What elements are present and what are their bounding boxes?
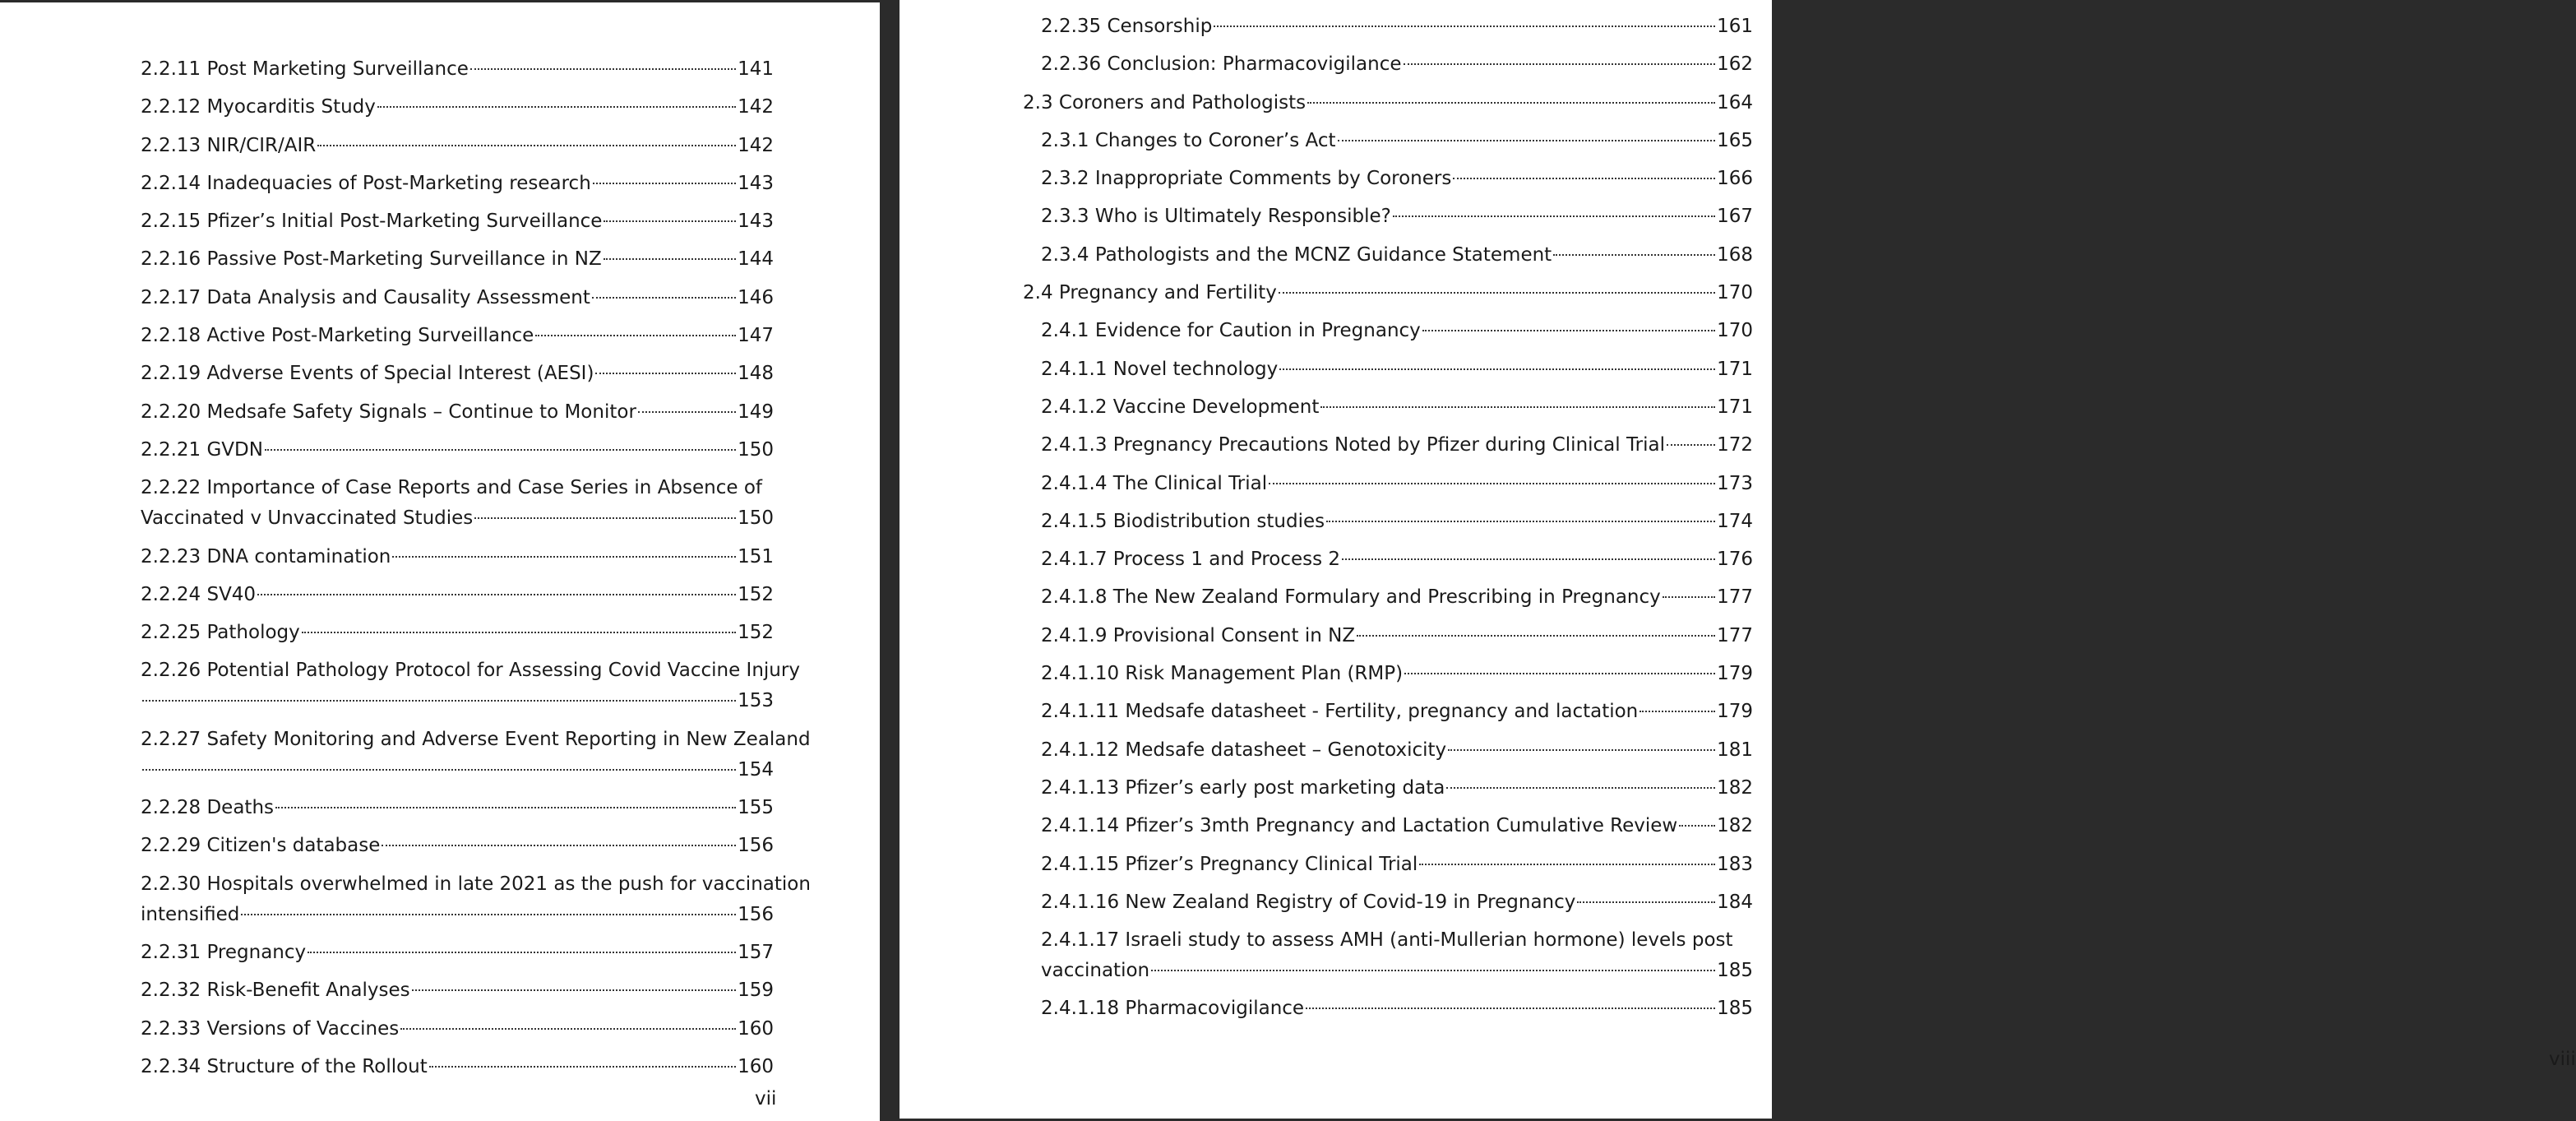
dot-leader — [1419, 864, 1715, 865]
toc-entry-title: intensified — [141, 903, 240, 925]
toc-entry-page: 177 — [1717, 624, 1753, 646]
toc-entry[interactable] — [1023, 544, 1753, 575]
toc-entry-title: 2.2.36 Conclusion: Pharmacovigilance — [1041, 53, 1402, 76]
toc-entry-row — [1041, 659, 1753, 689]
toc-entry[interactable] — [141, 359, 774, 389]
dot-leader — [470, 68, 736, 70]
toc-entry-row — [141, 831, 774, 861]
toc-entry-row — [141, 206, 774, 237]
toc-entry-row — [1041, 164, 1753, 194]
dot-leader — [1663, 596, 1715, 598]
dot-leader — [1393, 215, 1715, 217]
toc-entry-row — [1041, 735, 1753, 766]
dot-leader — [1151, 970, 1715, 971]
dot-leader — [1342, 558, 1715, 560]
toc-entry-page: 146 — [738, 286, 774, 308]
toc-entry[interactable] — [141, 725, 811, 785]
toc-entry-row — [141, 938, 774, 968]
toc-entry[interactable] — [1023, 887, 1753, 918]
dot-leader — [595, 373, 736, 374]
toc-entry-title: 2.2.35 Censorship — [1041, 16, 1213, 37]
toc-entry-title-line1: 2.4.1.17 Israeli study to assess AMH (anti-Mullerian hormone) levels post — [1041, 929, 1733, 952]
toc-entry[interactable] — [1023, 697, 1753, 727]
toc-entry-page: 176 — [1717, 549, 1753, 571]
toc-entry-title: 2.4.1.5 Biodistribution studies — [1041, 510, 1325, 532]
toc-entry-row — [141, 92, 774, 123]
toc-entry[interactable] — [1023, 316, 1753, 346]
toc-entry-title: 2.4.1.13 Pfizer’s early post marketing data — [1041, 776, 1445, 799]
toc-entry[interactable] — [141, 542, 774, 572]
toc-entry[interactable] — [1023, 278, 1753, 308]
toc-entry-title: vaccination — [1041, 960, 1150, 982]
toc-entry-title: 2.2.18 Active Post-Marketing Surveillance — [141, 325, 534, 347]
toc-entry-row — [1041, 49, 1753, 80]
toc-entry[interactable] — [1023, 850, 1753, 880]
toc-entry-page: 152 — [738, 583, 774, 605]
dot-leader — [142, 769, 736, 771]
dot-leader — [1639, 711, 1715, 712]
toc-entry[interactable] — [141, 131, 774, 161]
toc-entry-page: 168 — [1717, 243, 1753, 266]
toc-entry[interactable] — [1023, 469, 1753, 499]
toc-entry-page: 152 — [738, 622, 774, 644]
page-viii — [900, 0, 2576, 1119]
toc-entry[interactable] — [1023, 925, 1753, 986]
toc-entry[interactable] — [1023, 994, 1753, 1024]
toc-entry-row — [1041, 544, 1753, 575]
table-of-contents — [141, 54, 811, 1090]
toc-entry-title: 2.4.1.18 Pharmacovigilance — [1041, 998, 1305, 1020]
toc-entry[interactable] — [141, 938, 774, 968]
dot-leader — [429, 1066, 736, 1068]
toc-entry-page: 143 — [738, 172, 774, 194]
page-vii — [0, 2, 880, 1121]
toc-entry-title: 2.2.13 NIR/CIR/AIR — [141, 134, 317, 156]
toc-entry-title: 2.2.17 Data Analysis and Causality Assessment — [141, 286, 590, 308]
toc-entry-row — [141, 244, 774, 275]
toc-entry-page: 155 — [738, 797, 774, 819]
dot-leader — [275, 807, 736, 808]
toc-entry-page: 153 — [738, 690, 774, 712]
toc-entry-row — [141, 359, 774, 389]
toc-entry-page: 185 — [1717, 960, 1753, 982]
toc-entry-row — [1041, 240, 1753, 271]
toc-entry-title: 2.2.28 Deaths — [141, 797, 274, 819]
toc-entry-page: 142 — [738, 134, 774, 156]
toc-entry-row — [1041, 507, 1753, 537]
toc-entry-page: 156 — [738, 835, 774, 857]
toc-entry-row — [141, 618, 774, 648]
toc-entry-row — [1041, 994, 1753, 1024]
dot-leader — [1422, 330, 1715, 331]
dot-leader — [257, 594, 736, 595]
toc-entry-row — [1023, 278, 1753, 308]
toc-entry-row — [141, 54, 774, 85]
toc-entry-row — [141, 435, 774, 466]
toc-entry-title: 2.4.1.10 Risk Management Plan (RMP) — [1041, 663, 1404, 685]
table-of-contents — [1023, 12, 1753, 1032]
toc-entry-row — [141, 1014, 774, 1045]
toc-entry[interactable] — [141, 655, 800, 716]
dot-leader — [593, 183, 736, 184]
toc-entry-title-line1: 2.2.30 Hospitals overwhelmed in late 2021 as the push for vaccination — [141, 873, 811, 895]
toc-entry[interactable] — [141, 206, 774, 237]
dot-leader — [1306, 1008, 1715, 1009]
dot-leader — [308, 952, 736, 953]
dot-leader — [241, 914, 736, 915]
toc-entry-title: 2.4.1.11 Medsafe datasheet - Fertility, pregnancy and lactation — [1041, 701, 1639, 723]
dot-leader — [1446, 787, 1715, 789]
toc-entry-title: 2.4.1.8 The New Zealand Formulary and Prescribing in Pregnancy — [1041, 586, 1661, 609]
toc-entry-page: 182 — [1717, 815, 1753, 837]
toc-entry[interactable] — [1023, 735, 1753, 766]
toc-entry-page: 171 — [1717, 396, 1753, 418]
dot-leader — [604, 220, 736, 222]
dot-leader — [265, 449, 736, 451]
toc-entry-row — [1041, 12, 1753, 42]
toc-entry[interactable] — [141, 1052, 774, 1082]
toc-entry-page: 159 — [738, 980, 774, 1002]
toc-entry-row — [1041, 773, 1753, 804]
toc-entry-row — [1041, 392, 1753, 423]
toc-entry-title: 2.2.31 Pregnancy — [141, 941, 307, 963]
toc-entry-title: 2.4.1.4 The Clinical Trial — [1041, 472, 1268, 494]
toc-entry-row — [1041, 354, 1753, 385]
toc-entry-page: 148 — [738, 363, 774, 385]
toc-entry[interactable] — [141, 793, 774, 823]
toc-entry-title: 2.2.20 Medsafe Safety Signals – Continue to Monitor — [141, 401, 636, 423]
toc-entry-title: 2.4.1.14 Pfizer’s 3mth Pregnancy and Lactation Cumulative Review — [1041, 815, 1678, 837]
toc-entry-title: 2.2.21 GVDN — [141, 438, 263, 461]
toc-entry-row — [1023, 88, 1753, 118]
toc-entry-row — [141, 503, 774, 534]
toc-entry-title: 2.3.2 Inappropriate Comments by Coroners — [1041, 168, 1452, 190]
toc-entry-title: Vaccinated v Unvaccinated Studies — [141, 507, 474, 530]
toc-entry-page: 172 — [1717, 434, 1753, 456]
toc-entry-title-line1: 2.2.22 Importance of Case Reports and Case Series in Absence of — [141, 477, 763, 499]
toc-entry-title: 2.4 Pregnancy and Fertility — [1023, 282, 1277, 304]
toc-entry[interactable] — [1023, 773, 1753, 804]
dot-leader — [638, 411, 736, 413]
dot-leader — [1453, 178, 1715, 179]
toc-entry[interactable] — [1023, 392, 1753, 423]
dot-leader — [1667, 444, 1715, 446]
toc-entry[interactable] — [141, 244, 774, 275]
toc-entry[interactable] — [1023, 659, 1753, 689]
toc-entry-page: 183 — [1717, 853, 1753, 875]
toc-entry[interactable] — [1023, 621, 1753, 651]
toc-entry-title: 2.2.32 Risk-Benefit Analyses — [141, 980, 410, 1002]
dot-leader — [1326, 521, 1715, 522]
toc-entry[interactable] — [1023, 811, 1753, 841]
dot-leader — [1577, 901, 1715, 903]
toc-entry-page: 151 — [738, 545, 774, 567]
toc-entry-row — [141, 321, 774, 351]
toc-entry[interactable] — [141, 435, 774, 466]
toc-entry[interactable] — [141, 618, 774, 648]
toc-entry-page: 185 — [1717, 998, 1753, 1020]
toc-entry[interactable] — [141, 92, 774, 123]
toc-entry-title: 2.2.15 Pfizer’s Initial Post-Marketing Surveillance — [141, 211, 603, 233]
toc-entry-row — [1041, 850, 1753, 880]
toc-entry-page: 154 — [738, 758, 774, 781]
dot-leader — [1214, 25, 1715, 27]
toc-entry-title-line1: 2.2.27 Safety Monitoring and Adverse Event Reporting in New Zealand — [141, 728, 811, 750]
dot-leader — [1357, 635, 1715, 637]
toc-entry[interactable] — [141, 580, 774, 610]
toc-entry-page: 157 — [738, 941, 774, 963]
toc-entry-title: 2.2.12 Myocarditis Study — [141, 96, 376, 118]
toc-entry[interactable] — [1023, 354, 1753, 385]
toc-entry[interactable] — [1023, 582, 1753, 613]
toc-entry-title: 2.2.33 Versions of Vaccines — [141, 1017, 400, 1040]
toc-entry-title: 2.3.4 Pathologists and the MCNZ Guidance Statement — [1041, 243, 1552, 266]
toc-entry-page: 142 — [738, 96, 774, 118]
toc-entry-title: 2.4.1.12 Medsafe datasheet – Genotoxicity — [1041, 739, 1447, 761]
toc-entry-row — [141, 580, 774, 610]
toc-entry-page: 165 — [1717, 129, 1753, 151]
dot-leader — [392, 556, 736, 558]
toc-entry[interactable] — [141, 283, 774, 313]
toc-entry[interactable] — [1023, 12, 1753, 42]
toc-entry-page: 161 — [1717, 16, 1753, 37]
toc-entry[interactable] — [141, 397, 774, 428]
toc-entry-page: 156 — [738, 903, 774, 925]
dot-leader — [474, 517, 736, 519]
toc-entry-row — [141, 900, 774, 930]
dot-leader — [1448, 749, 1715, 751]
toc-entry-page: 173 — [1717, 472, 1753, 494]
dot-leader — [604, 258, 736, 260]
dot-leader — [1307, 102, 1715, 104]
toc-entry-page: 177 — [1717, 586, 1753, 609]
toc-entry[interactable] — [141, 831, 774, 861]
toc-entry-page: 166 — [1717, 168, 1753, 190]
page-number: viii — [2549, 1049, 2576, 1070]
toc-entry-page: 160 — [738, 1055, 774, 1077]
toc-entry-row — [1041, 956, 1753, 986]
toc-entry-page: 150 — [738, 507, 774, 530]
toc-entry-row — [141, 755, 774, 785]
dot-leader — [1279, 292, 1715, 294]
toc-entry-row — [1041, 316, 1753, 346]
toc-entry[interactable] — [141, 321, 774, 351]
dot-leader — [1553, 254, 1715, 256]
toc-entry-page: 162 — [1717, 53, 1753, 76]
toc-entry-title: 2.2.19 Adverse Events of Special Interest (AESI) — [141, 363, 594, 385]
toc-entry-row — [1041, 430, 1753, 461]
toc-entry-page: 147 — [738, 325, 774, 347]
toc-entry-page: 179 — [1717, 663, 1753, 685]
toc-entry-row — [1041, 582, 1753, 613]
dot-leader — [412, 989, 736, 991]
toc-entry[interactable] — [141, 54, 774, 85]
toc-entry-row — [141, 283, 774, 313]
toc-entry-row — [1041, 126, 1753, 156]
toc-entry-title: 2.4.1.2 Vaccine Development — [1041, 396, 1320, 418]
toc-entry-title: 2.4.1.15 Pfizer’s Pregnancy Clinical Trial — [1041, 853, 1418, 875]
dot-leader — [400, 1028, 736, 1030]
dot-leader — [1269, 483, 1715, 484]
toc-entry-page: 150 — [738, 438, 774, 461]
toc-entry[interactable] — [1023, 49, 1753, 80]
toc-entry-title: 2.4.1.9 Provisional Consent in NZ — [1041, 624, 1356, 646]
dot-leader — [535, 335, 736, 336]
toc-entry-row — [1041, 202, 1753, 232]
toc-entry[interactable] — [141, 473, 774, 534]
toc-entry-row — [141, 793, 774, 823]
toc-entry-page: 170 — [1717, 320, 1753, 342]
toc-entry[interactable] — [1023, 164, 1753, 194]
toc-entry-title: 2.4.1.7 Process 1 and Process 2 — [1041, 549, 1341, 571]
toc-entry-title: 2.2.24 SV40 — [141, 583, 257, 605]
dot-leader — [302, 632, 736, 633]
toc-entry-page: 182 — [1717, 776, 1753, 799]
toc-entry-row — [141, 1052, 774, 1082]
toc-entry-title: 2.2.11 Post Marketing Surveillance — [141, 58, 469, 80]
dot-leader — [382, 845, 736, 846]
toc-entry[interactable] — [141, 869, 811, 930]
dot-leader — [142, 700, 736, 702]
toc-entry-row — [1041, 811, 1753, 841]
toc-entry-row — [1041, 887, 1753, 918]
toc-entry-title: 2.3.3 Who is Ultimately Responsible? — [1041, 206, 1391, 228]
toc-entry[interactable] — [141, 1014, 774, 1045]
dot-leader — [1679, 825, 1715, 827]
toc-entry-page: 141 — [738, 58, 774, 80]
toc-entry-row — [141, 397, 774, 428]
dot-leader — [1279, 368, 1715, 370]
toc-entry-row — [141, 975, 774, 1006]
dot-leader — [592, 297, 736, 299]
toc-entry[interactable] — [141, 975, 774, 1006]
toc-entry-page: 149 — [738, 401, 774, 423]
toc-entry-title: 2.2.34 Structure of the Rollout — [141, 1055, 428, 1077]
toc-entry[interactable] — [1023, 202, 1753, 232]
toc-entry-page: 164 — [1717, 91, 1753, 113]
toc-entry[interactable] — [1023, 430, 1753, 461]
toc-entry-title: 2.2.16 Passive Post-Marketing Surveillance in NZ — [141, 248, 602, 271]
toc-entry-page: 184 — [1717, 891, 1753, 913]
toc-entry-title: 2.2.14 Inadequacies of Post-Marketing research — [141, 172, 591, 194]
toc-entry-title: 2.4.1.1 Novel technology — [1041, 358, 1279, 380]
toc-entry-title: 2.2.23 DNA contamination — [141, 545, 391, 567]
dot-leader — [1404, 673, 1715, 674]
dot-leader — [1320, 406, 1715, 408]
toc-entry[interactable] — [1023, 88, 1753, 118]
toc-entry[interactable] — [1023, 240, 1753, 271]
dot-leader — [1404, 63, 1716, 65]
toc-entry-page: 174 — [1717, 510, 1753, 532]
toc-entry-title: 2.4.1.3 Pregnancy Precautions Noted by Pfizer during Clinical Trial — [1041, 434, 1665, 456]
dot-leader — [377, 106, 736, 108]
page-number: vii — [755, 1088, 777, 1109]
toc-entry-title: 2.3.1 Changes to Coroner’s Act — [1041, 129, 1336, 151]
toc-entry-title: 2.2.25 Pathology — [141, 622, 300, 644]
toc-entry-row — [141, 131, 774, 161]
dot-leader — [317, 145, 736, 146]
dot-leader — [1338, 140, 1716, 141]
toc-entry[interactable] — [1023, 507, 1753, 537]
toc-entry-title: 2.4.1.16 New Zealand Registry of Covid-19 in Pregnancy — [1041, 891, 1576, 913]
toc-entry-page: 181 — [1717, 739, 1753, 761]
toc-entry-row — [141, 169, 774, 199]
toc-entry-row — [1041, 469, 1753, 499]
toc-entry-title: 2.4.1 Evidence for Caution in Pregnancy — [1041, 320, 1421, 342]
toc-entry-title-line1: 2.2.26 Potential Pathology Protocol for Assessing Covid Vaccine Injury — [141, 660, 800, 682]
toc-entry[interactable] — [1023, 126, 1753, 156]
toc-entry-page: 143 — [738, 211, 774, 233]
toc-entry-page: 167 — [1717, 206, 1753, 228]
toc-entry-title: 2.3 Coroners and Pathologists — [1023, 91, 1306, 113]
toc-entry-row — [1041, 697, 1753, 727]
toc-entry-row — [141, 542, 774, 572]
toc-entry-title: 2.2.29 Citizen's database — [141, 835, 381, 857]
toc-entry-row — [1041, 621, 1753, 651]
toc-entry-page: 144 — [738, 248, 774, 271]
toc-entry-page: 171 — [1717, 358, 1753, 380]
toc-entry-page: 170 — [1717, 282, 1753, 304]
toc-entry[interactable] — [141, 169, 774, 199]
toc-entry-page: 179 — [1717, 701, 1753, 723]
toc-entry-page: 160 — [738, 1017, 774, 1040]
toc-entry-row — [141, 686, 774, 716]
